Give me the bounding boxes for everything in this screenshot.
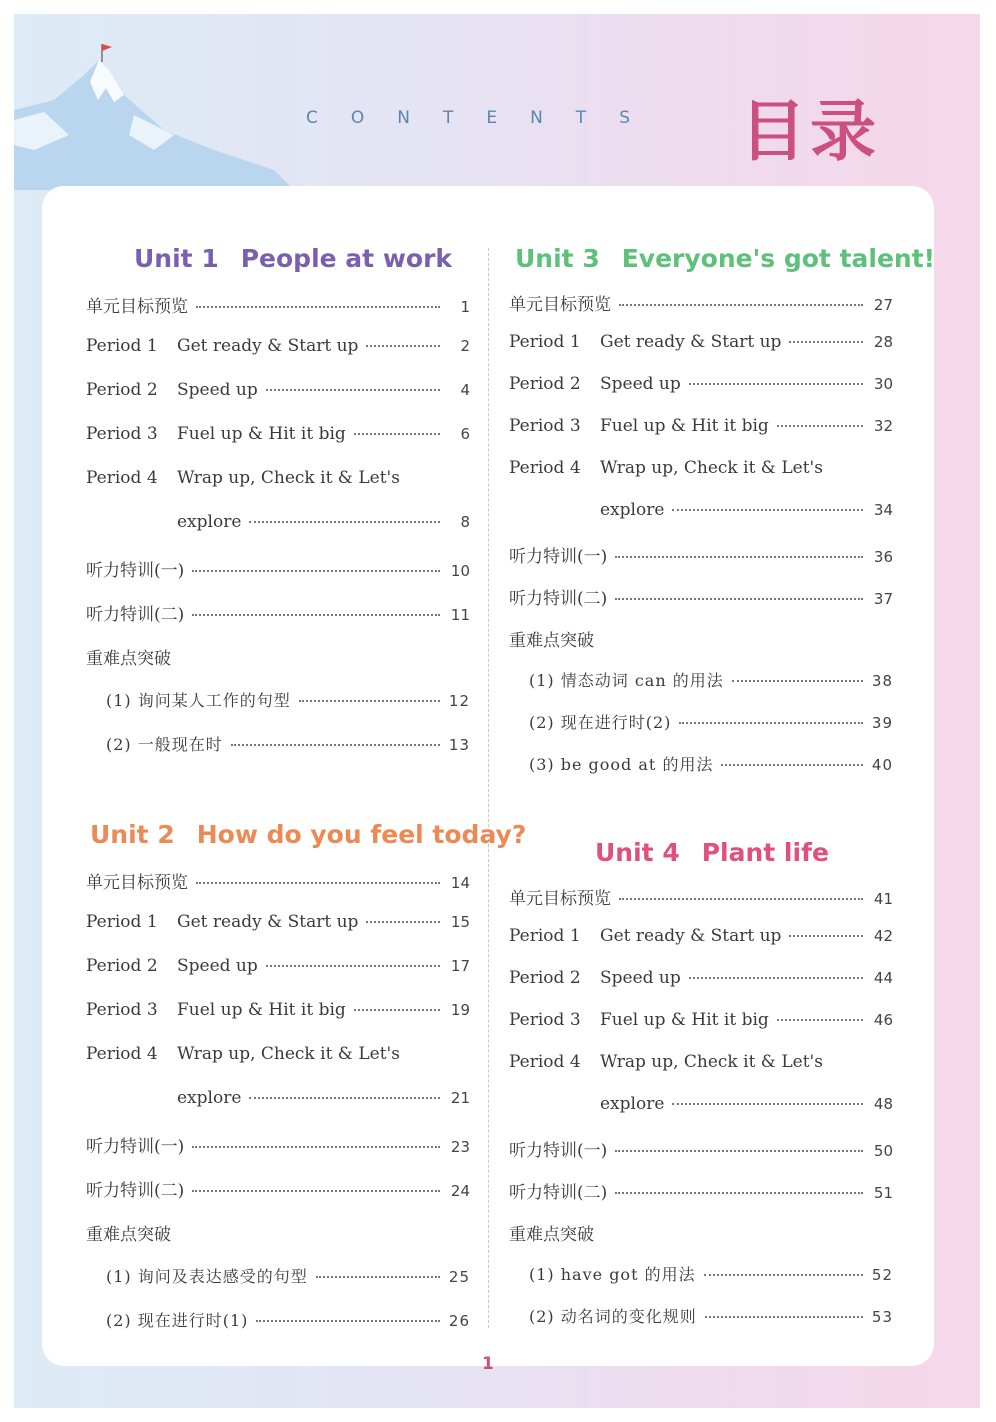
toc-entry[interactable]: (2) 一般现在时 13 — [106, 735, 470, 754]
toc-entry[interactable]: Period 3 Fuel up & Hit it big 6 — [86, 424, 470, 444]
toc-entry[interactable]: (2) 现在进行时(1) 26 — [106, 1311, 470, 1330]
toc-entry[interactable]: 听力特训(二) 51 — [509, 1183, 893, 1203]
toc-entry[interactable]: 单元目标预览 27 — [509, 295, 893, 315]
toc-entry[interactable]: 听力特训(一) 10 — [86, 561, 470, 581]
toc-entry[interactable]: Period 4 Wrap up, Check it & Let's — [509, 458, 823, 478]
toc-entry[interactable]: 听力特训(一) 36 — [509, 547, 893, 567]
toc-entry[interactable]: (1) 询问及表达感受的句型 25 — [106, 1267, 470, 1286]
toc-entry[interactable]: 听力特训(二) 24 — [86, 1181, 470, 1201]
toc-entry[interactable]: explore 8 — [177, 512, 470, 532]
toc-entry[interactable]: 单元目标预览 41 — [509, 889, 893, 909]
toc-entry[interactable]: Period 4 Wrap up, Check it & Let's — [86, 468, 400, 488]
toc-entry[interactable]: (1) 询问某人工作的句型 12 — [106, 691, 470, 710]
toc-entry[interactable]: (2) 动名词的变化规则 53 — [529, 1307, 893, 1326]
page-number: 1 — [482, 1354, 494, 1374]
toc-entry[interactable]: Period 2 Speed up 17 — [86, 956, 470, 976]
toc-entry[interactable]: Period 2 Speed up 4 — [86, 380, 470, 400]
toc-section-heading: 重难点突破 — [509, 1225, 594, 1245]
toc-entry[interactable]: (1) have got 的用法 52 — [529, 1265, 893, 1284]
toc-entry[interactable]: Period 4 Wrap up, Check it & Let's — [86, 1044, 400, 1064]
column-divider — [488, 248, 489, 1328]
toc-section-heading: 重难点突破 — [509, 631, 594, 651]
toc-entry[interactable]: Period 1 Get ready & Start up 2 — [86, 336, 470, 356]
unit-title: Unit 4 Plant life — [595, 838, 829, 867]
toc-entry[interactable]: explore 21 — [177, 1088, 470, 1108]
toc-entry[interactable]: (1) 情态动词 can 的用法 38 — [529, 671, 893, 690]
toc-section-heading: 重难点突破 — [86, 1225, 171, 1245]
toc-entry[interactable]: 听力特训(二) 11 — [86, 605, 470, 625]
unit-title: Unit 1 People at work — [134, 244, 453, 273]
mountain-illustration — [14, 40, 294, 190]
toc-entry[interactable]: Period 1 Get ready & Start up 28 — [509, 332, 893, 352]
page-title: 目录 — [740, 93, 880, 170]
toc-entry[interactable]: 单元目标预览 14 — [86, 873, 470, 893]
flag-icon — [102, 44, 112, 51]
unit-title: Unit 3 Everyone's got talent! — [515, 244, 936, 273]
toc-section-heading: 重难点突破 — [86, 649, 171, 669]
contents-label: CONTENTS — [306, 108, 663, 128]
toc-entry[interactable]: Period 2 Speed up 30 — [509, 374, 893, 394]
toc-entry[interactable]: explore 48 — [600, 1094, 893, 1114]
toc-entry[interactable]: 听力特训(一) 50 — [509, 1141, 893, 1161]
toc-entry[interactable]: Period 1 Get ready & Start up 15 — [86, 912, 470, 932]
toc-entry[interactable]: 单元目标预览 1 — [86, 297, 470, 317]
toc-entry[interactable]: (3) be good at 的用法 40 — [529, 755, 893, 774]
toc-entry[interactable]: Period 4 Wrap up, Check it & Let's — [509, 1052, 823, 1072]
toc-entry[interactable]: explore 34 — [600, 500, 893, 520]
toc-entry[interactable]: 听力特训(二) 37 — [509, 589, 893, 609]
toc-entry[interactable]: Period 1 Get ready & Start up 42 — [509, 926, 893, 946]
toc-entry[interactable]: Period 3 Fuel up & Hit it big 19 — [86, 1000, 470, 1020]
toc-entry[interactable]: 听力特训(一) 23 — [86, 1137, 470, 1157]
toc-entry[interactable]: (2) 现在进行时(2) 39 — [529, 713, 893, 732]
unit-title: Unit 2 How do you feel today? — [90, 820, 527, 849]
toc-entry[interactable]: Period 3 Fuel up & Hit it big 32 — [509, 416, 893, 436]
toc-entry[interactable]: Period 3 Fuel up & Hit it big 46 — [509, 1010, 893, 1030]
toc-entry[interactable]: Period 2 Speed up 44 — [509, 968, 893, 988]
